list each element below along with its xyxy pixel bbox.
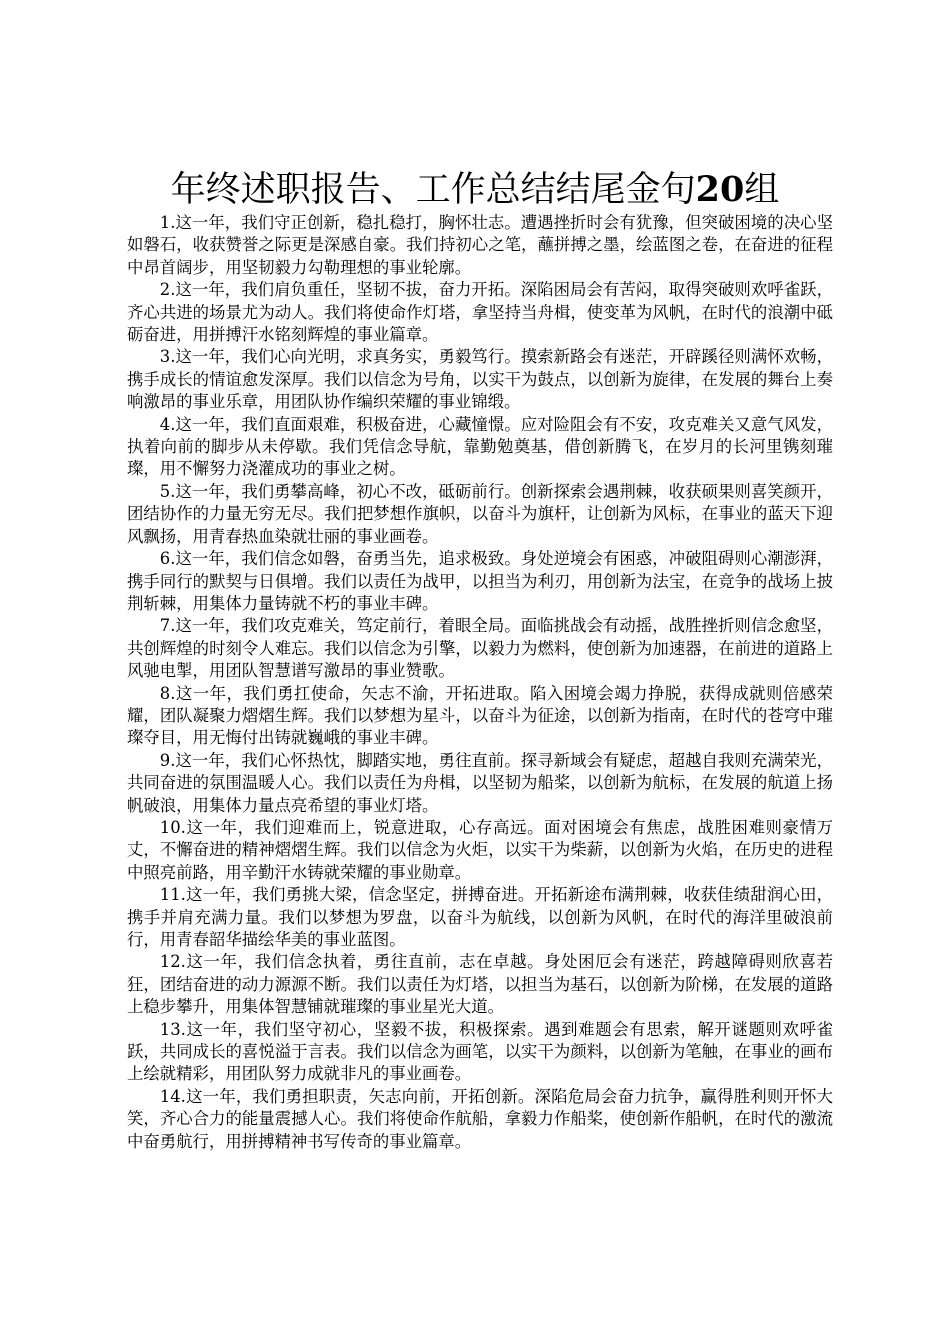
paragraph-12: 12.这一年，我们信念执着，勇往直前，志在卓越。身处困厄会有迷茫，跨越障碍则欣喜若狂，团结奋进的动力源源不断。我们以责任为灯塔，以担当为基石，以创新为阶梯，在发展的道路上稳步攀升，用集体智慧铺就璀璨的事业星光大道。: [127, 952, 833, 1017]
paragraph-4: 4.这一年，我们直面艰难，积极奋进，心藏憧憬。应对险阻会有不安，攻克难关又意气风发，执着向前的脚步从未停歇。我们凭信念导航，靠勤勉奠基，借创新腾飞，在岁月的长河里镌刻璀璨，用不懈努力浇灌成功的事业之树。: [127, 414, 833, 479]
paragraph-5: 5.这一年，我们勇攀高峰，初心不改，砥砺前行。创新探索会遇荆棘，收获硕果则喜笑颜开，团结协作的力量无穷无尽。我们把梦想作旗帜，以奋斗为旗杆，让创新为风标，在事业的蓝天下迎风飘扬，用青春热血染就壮丽的事业画卷。: [127, 481, 833, 546]
paragraph-8: 8.这一年，我们勇扛使命，矢志不渝，开拓进取。陷入困境会竭力挣脱，获得成就则倍感荣耀，团队凝聚力熠熠生辉。我们以梦想为星斗，以奋斗为征途，以创新为指南，在时代的苍穹中璀璨夺目，用无悔付出铸就巍峨的事业丰碑。: [127, 683, 833, 748]
paragraph-6: 6.这一年，我们信念如磐，奋勇当先，追求极致。身处逆境会有困惑，冲破阻碍则心潮澎湃，携手同行的默契与日俱增。我们以责任为战甲，以担当为利刃，用创新为法宝，在竞争的战场上披荆斩棘，用集体力量铸就不朽的事业丰碑。: [127, 549, 833, 613]
title-number: 20: [695, 169, 745, 210]
paragraph-11: 11.这一年，我们勇挑大梁，信念坚定，拼搏奋进。开拓新途布满荆棘，收获佳绩甜润心田，携手并肩充满力量。我们以梦想为罗盘，以奋斗为航线，以创新为风帆，在时代的海洋里破浪前行，用青春韶华描绘华美的事业蓝图。: [127, 885, 833, 949]
paragraph-1: 1.这一年，我们守正创新，稳扎稳打，胸怀壮志。遭遇挫折时会有犹豫，但突破困境的决心坚如磐石，收获赞誉之际更是深感自豪。我们持初心之笔，蘸拼搏之墨，绘蓝图之卷，在奋进的征程中昂首阔步，用坚韧毅力勾勒理想的事业轮廓。: [127, 213, 833, 277]
paragraph-10: 10.这一年，我们迎难而上，锐意进取，心存高远。面对困境会有焦虑，战胜困难则豪情万丈，不懈奋进的精神熠熠生辉。我们以信念为火炬，以实干为柴薪，以创新为火焰，在历史的进程中照亮前路，用辛勤汗水铸就荣耀的事业勋章。: [127, 817, 833, 882]
paragraph-2: 2.这一年，我们肩负重任，坚韧不拔，奋力开拓。深陷困局会有苦闷，取得突破则欢呼雀跃，齐心共进的场景尤为动人。我们将使命作灯塔，拿坚持当舟楫，使变革为风帆，在时代的浪潮中砥砺奋进，用拼搏汗水铭刻辉煌的事业篇章。: [127, 280, 833, 345]
paragraph-3: 3.这一年，我们心向光明，求真务实，勇毅笃行。摸索新路会有迷茫，开辟蹊径则满怀欢畅，携手成长的情谊愈发深厚。我们以信念为号角，以实干为鼓点，以创新为旋律，在发展的舞台上奏响激昂的事业乐章，用团队协作编织荣耀的事业锦缎。: [127, 347, 833, 412]
paragraph-14: 14.这一年，我们勇担职责，矢志向前，开拓创新。深陷危局会奋力抗争，赢得胜利则开怀大笑，齐心合力的能量震撼人心。我们将使命作航船，拿毅力作船桨，使创新作船帆，在时代的激流中奋勇航行，用拼搏精神书写传奇的事业篇章。: [127, 1086, 833, 1151]
title-main: 年终述职报告、工作总结结尾金句: [170, 170, 696, 210]
title-suffix: 组: [744, 170, 780, 210]
document-title: [0, 168, 950, 212]
paragraph-7: 7.这一年，我们攻克难关，笃定前行，着眼全局。面临挑战会有动摇，战胜挫折则信念愈坚，共创辉煌的时刻令人难忘。我们以信念为引擎，以毅力为燃料，使创新为加速器，在前进的道路上风驰电掣，用团队智慧谱写激昂的事业赞歌。: [127, 616, 833, 681]
paragraph-9: 9.这一年，我们心怀热忱，脚踏实地，勇往直前。探寻新域会有疑虑，超越自我则充满荣光，共同奋进的氛围温暖人心。我们以责任为舟楫，以坚韧为船桨，以创新为航标，在发展的航道上扬帆破浪，用集体力量点亮希望的事业灯塔。: [127, 750, 833, 815]
document-body: [127, 212, 833, 1153]
paragraph-13: 13.这一年，我们坚守初心，坚毅不拔，积极探索。遇到难题会有思索，解开谜题则欢呼雀跃，共同成长的喜悦溢于言表。我们以信念为画笔，以实干为颜料，以创新为笔触，在事业的画布上绘就精彩，用团队努力成就非凡的事业画卷。: [127, 1019, 833, 1084]
